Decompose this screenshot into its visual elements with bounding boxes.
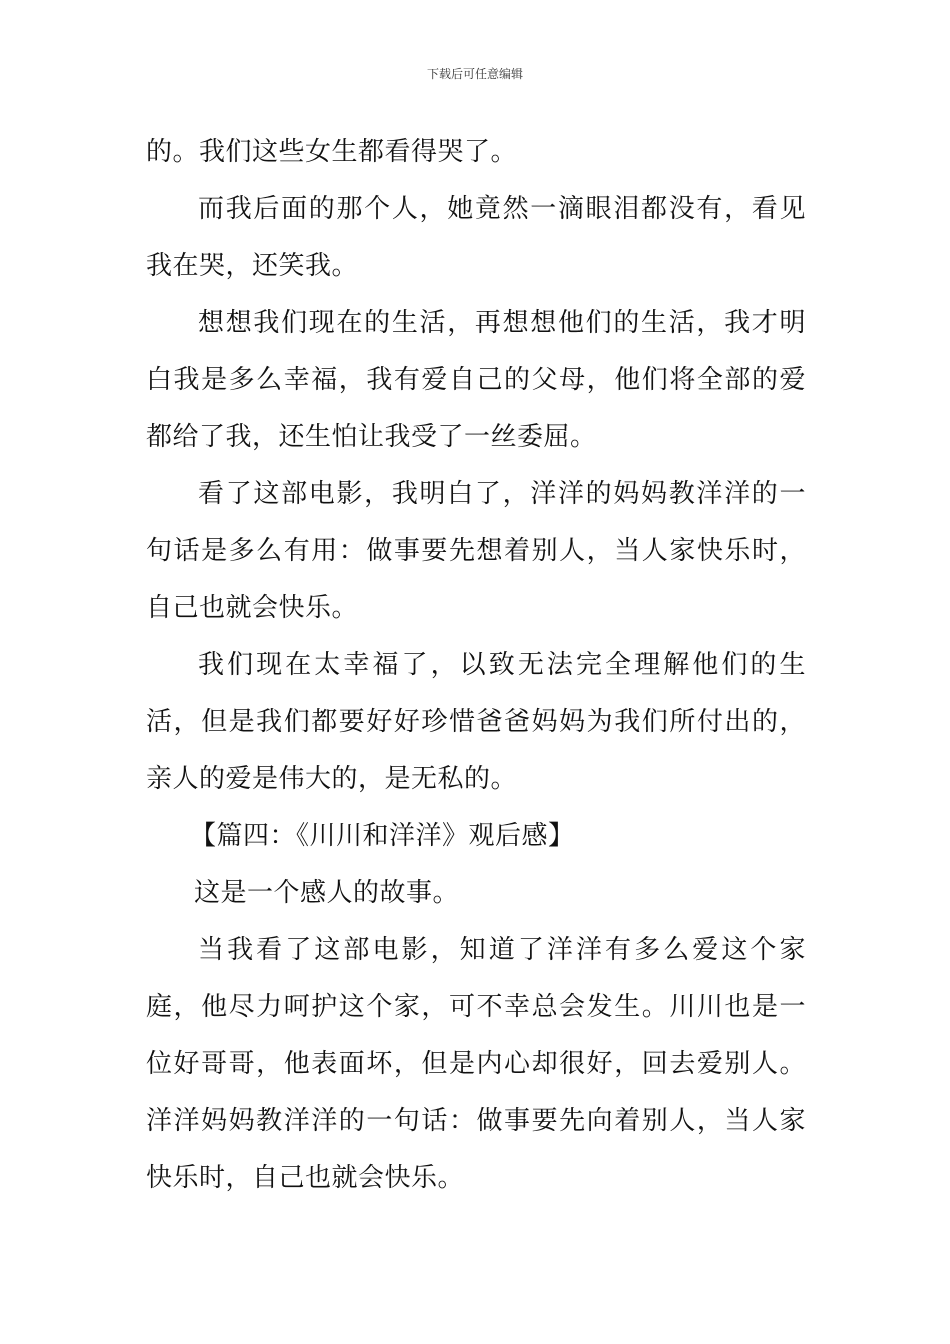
paragraph: 看了这部电影，我明白了，洋洋的妈妈教洋洋的一句话是多么有用：做事要先想着别人，当人家快乐时，自己也就会快乐。 [146, 479, 806, 623]
paragraph-continuation: 的。我们这些女生都看得哭了。 [146, 137, 518, 167]
page-header: 下载后可任意编辑 [426, 67, 523, 81]
paragraph: 这是一个感人的故事。 [194, 878, 460, 908]
paragraph: 想想我们现在的生活，再想想他们的生活，我才明白我是多么幸福，我有爱自己的父母，他们将全部的爱都给了我，还生怕让我受了一丝委屈。 [146, 308, 806, 452]
paragraph: 当我看了这部电影，知道了洋洋有多么爱这个家庭，他尽力呵护这个家，可不幸总会发生。川川也是一位好哥哥，他表面坏，但是内心却很好，回去爱别人。洋洋妈妈教洋洋的一句话：做事要先向着别人，当人家快乐时，自己也就会快乐。 [146, 935, 806, 1193]
document-body [146, 124, 806, 1207]
section-heading: 【篇四：《川川和洋洋》观后感】 [190, 821, 575, 851]
paragraph: 而我后面的那个人，她竟然一滴眼泪都没有，看见我在哭，还笑我。 [146, 194, 806, 281]
paragraph: 我们现在太幸福了，以致无法完全理解他们的生活，但是我们都要好好珍惜爸爸妈妈为我们所付出的，亲人的爱是伟大的，是无私的。 [146, 650, 806, 794]
